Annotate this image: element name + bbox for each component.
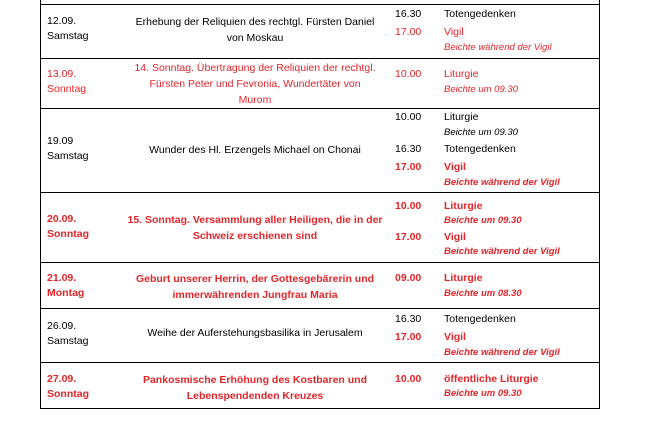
weekday: Montag [47, 287, 85, 299]
table-row [41, 262, 599, 308]
date: 19.09 [47, 135, 74, 147]
service-name: Totengedenken [444, 313, 516, 325]
service-time: 16.30 [395, 8, 422, 20]
description-line: 15. Sonntag. Versammlung aller Heiligen, die in der [127, 214, 383, 226]
service-name: Liturgie [444, 272, 483, 284]
date: 26.09. [47, 320, 77, 332]
service-name: öffentliche Liturgie [444, 373, 539, 385]
service-name: Totengedenken [444, 143, 516, 155]
confession-note: Beichte um 09.30 [444, 215, 522, 226]
confession-note: Beichte während der Vigil [444, 42, 552, 53]
confession-note: Beichte um 08.30 [444, 288, 522, 299]
date-cell [47, 372, 89, 402]
confession-note: Beichte während der Vigil [444, 177, 560, 188]
weekday: Samstag [47, 30, 89, 42]
table-row [41, 4, 599, 58]
service-time: 17.00 [395, 161, 422, 173]
date-cell [47, 319, 88, 349]
service-name: Liturgie [444, 111, 479, 123]
table-bottom-border [41, 408, 599, 409]
description-line: von Moskau [226, 32, 284, 44]
description-line: Pankosmische Erhöhung des Kostbaren und [142, 374, 368, 386]
date-cell [47, 14, 88, 44]
date-cell [47, 212, 89, 242]
service-time: 09.00 [395, 272, 422, 284]
description-line: Geburt unserer Herrin, der Gottesgebärerin und [135, 273, 375, 285]
description-line: Lebenspendenden Kreuzes [186, 390, 324, 402]
date: 27.09. [47, 373, 77, 385]
description-line: immerwährenden Jungfrau Maria [172, 289, 338, 301]
weekday: Sonntag [47, 83, 87, 95]
confession-note: Beichte während der Vigil [444, 246, 560, 257]
service-name: Liturgie [444, 68, 479, 80]
table-row [41, 362, 599, 408]
table-row [41, 192, 599, 262]
table-row [41, 308, 599, 362]
confession-note: Beichte während der Vigil [444, 347, 560, 358]
description-line: Schweiz erschienen sind [192, 230, 318, 242]
date-cell [47, 134, 88, 164]
confession-note: Beichte um 09.30 [444, 127, 518, 138]
date: 20.09. [47, 213, 77, 225]
service-name: Vigil [444, 26, 464, 38]
date-cell [47, 271, 84, 301]
service-name: Vigil [444, 161, 466, 173]
service-time: 16.30 [395, 313, 422, 325]
description-line: Wunder des Hl. Erzengels Michael on Chonai [149, 144, 361, 156]
date-cell [47, 67, 86, 97]
weekday: Samstag [47, 335, 89, 347]
date: 21.09. [47, 272, 77, 284]
service-name: Totengedenken [444, 8, 516, 20]
description-line: Erhebung der Reliquien des rechtgl. Fürsten Daniel [135, 16, 375, 28]
service-time: 17.00 [395, 331, 422, 343]
service-name: Vigil [444, 331, 466, 343]
date: 13.09. [47, 68, 77, 80]
schedule-table [40, 0, 600, 409]
table-row [41, 58, 599, 108]
weekday: Sonntag [47, 388, 89, 400]
feast-description [119, 271, 391, 303]
service-time: 10.00 [395, 200, 422, 212]
feast-description [119, 372, 391, 404]
description-line: 14. Sonntag. Übertragung der Reliquien der rechtgl. [134, 62, 376, 74]
service-time: 10.00 [395, 373, 422, 385]
feast-description [119, 60, 391, 108]
service-time: 10.00 [395, 111, 422, 123]
service-time: 10.00 [395, 68, 422, 80]
service-time: 17.00 [395, 231, 422, 243]
date: 12.09. [47, 15, 77, 27]
feast-description [119, 142, 391, 158]
weekday: Sonntag [47, 228, 89, 240]
service-name: Vigil [444, 231, 466, 243]
table-row [41, 108, 599, 192]
feast-description [119, 325, 391, 341]
weekday: Samstag [47, 150, 89, 162]
confession-note: Beichte um 09.30 [444, 388, 522, 399]
description-line: Murom [238, 94, 272, 106]
feast-description [119, 14, 391, 46]
service-name: Liturgie [444, 200, 483, 212]
feast-description [119, 212, 391, 244]
service-time: 16.30 [395, 143, 422, 155]
confession-note: Beichte um 09.30 [444, 84, 518, 95]
description-line: Fürsten Peter und Fevronia, Wundertäter von [149, 78, 361, 90]
description-line: Weihe der Auferstehungsbasilika in Jerusalem [147, 327, 363, 339]
service-time: 17.00 [395, 26, 422, 38]
